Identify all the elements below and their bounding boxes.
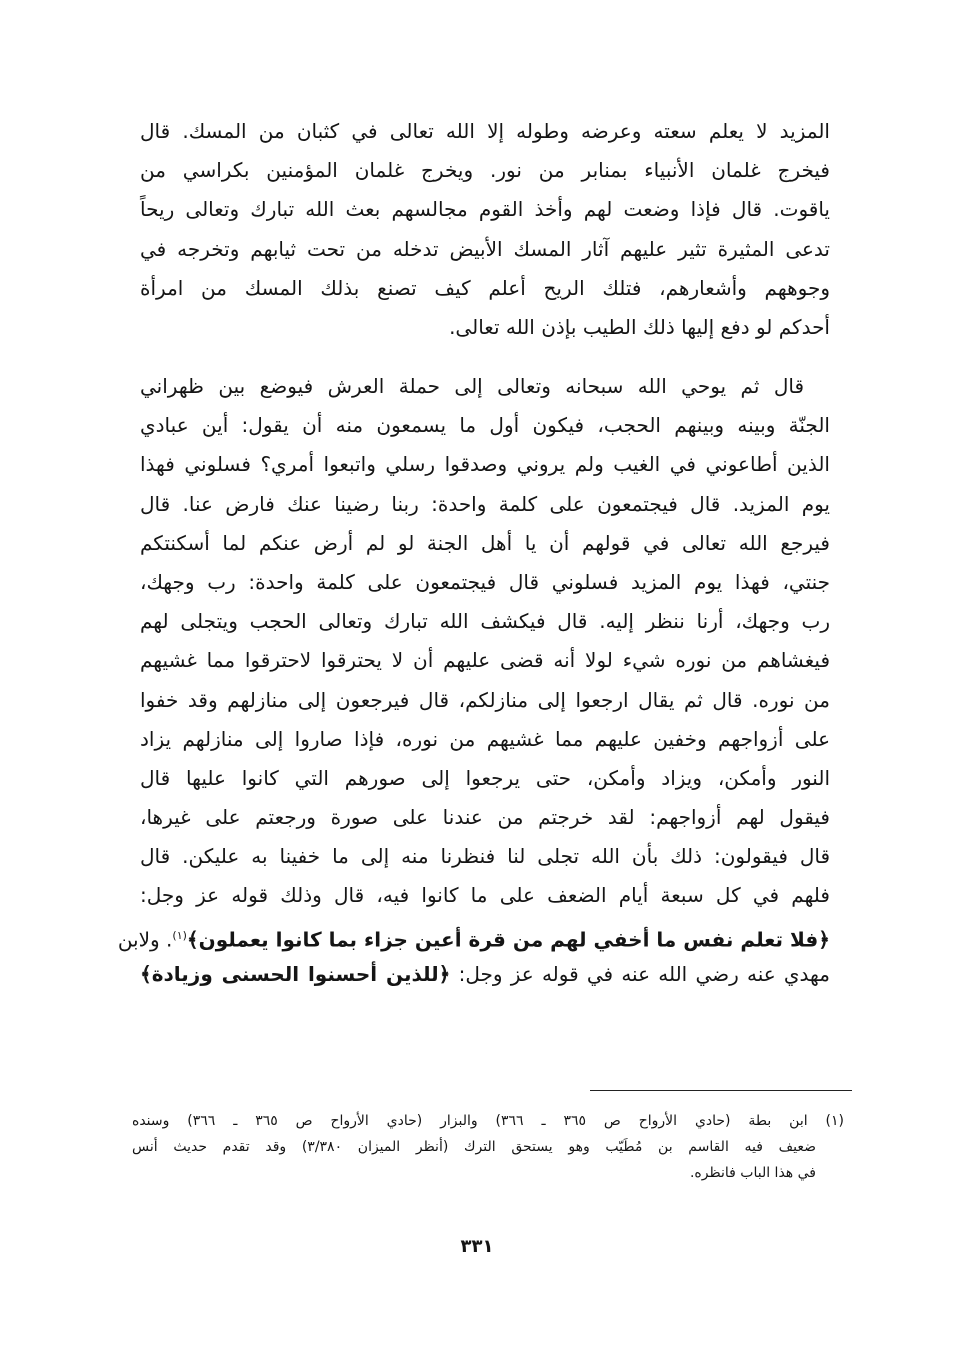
text-line: فيرجع الله تعالى في قولهم أن يا أهل الجنة لو لم أرض عنكم لما أسكنتكم xyxy=(140,530,830,555)
paragraph-1 xyxy=(140,112,830,347)
footnote-line: (١) ابن بطة (حادي الأرواح ص ٣٦٥ ـ ٣٦٦) والبزار (حادي الأرواح ص ٣٦٥ ـ ٣٦٦) وسنده xyxy=(132,1113,844,1129)
text-line: يوم المزيد. قال فيجتمعون على كلمة واحدة: ربنا رضينا عنك فارض عنا. قال xyxy=(140,491,830,516)
text-line: وجوههم وأشعارهم، فتلك الريح أعلم كيف تصنع بذلك المسك من امرأة xyxy=(140,275,830,300)
text-line: من نوره. قال ثم يقال ارجعوا إلى منازلكم، قال فيرجعون إلى منازلهم وقد خفوا xyxy=(140,687,830,712)
footnote-line: في هذا الباب فانظره. xyxy=(689,1165,816,1181)
text-line: على أزواجهم وخفين عليهم مما غشيهم من نوره، فإذا صاروا إلى منازلهم يزاد xyxy=(140,726,830,751)
text-line: ياقوت. قال فإذا وضعت لهم وأخذ القوم مجالسهم بعث الله تبارك وتعالى ريحاً xyxy=(140,197,830,222)
quran-verse: ﴿فلا تعلم نفس ما أخفي لهم من قرة أعين جزاء بما كانوا يعملون﴾ xyxy=(186,927,830,952)
verse-line xyxy=(117,916,830,955)
footnote-line: ضعيف فيه القاسم بن مُطَيّب وهو يستحق الترك (أنظر الميزان ٣/٣٨٠) وقد تقدم حديث أنس xyxy=(132,1139,816,1155)
last-text-line xyxy=(140,955,830,994)
text-line: فلهم في كل سبعة أيام الضعف على ما كانوا فيه، قال وذلك قوله عز وجل: xyxy=(140,883,830,908)
text-line: تدعى المثيرة تثير عليهم آثار المسك الأبيض تدخله من تحت ثيابهم وتخرجه في xyxy=(140,236,830,261)
text-line: الجنّة وبينه وبينهم الحجب، فيكون أول ما يسمعون منه أن يقول: أين عبادي xyxy=(140,413,830,438)
text-line: جنتي، فهذا يوم المزيد فسلوني قال فيجتمعون على كلمة واحدة: رب وجهك، xyxy=(140,569,830,594)
text-line: فيغشاهم من نوره شيء لولا أنه قضى عليهم أن لا يحترقوا لاحترقوا مما غشيهم xyxy=(140,648,830,673)
page-number: ٣٣١ xyxy=(460,1236,494,1257)
footnote xyxy=(132,1108,844,1186)
footnote-separator xyxy=(590,1090,852,1091)
last-line-text: مهدي عنه رضي الله عنه في قوله عز وجل: xyxy=(450,961,830,986)
text-line: قال ثم يوحي الله سبحانه وتعالى إلى حملة العرش فيوضع بين ظهراني xyxy=(140,374,804,398)
text-line: الذين أطاعوني في الغيب ولم يروني وصدقوا رسلي واتبعوا أمري؟ فسلوني فهذا xyxy=(140,452,830,477)
footnote-marker: (١) xyxy=(172,928,187,942)
quran-verse: ﴿للذين أحسنوا الحسنى وزيادة﴾ xyxy=(140,961,451,986)
paragraph-2 xyxy=(117,367,830,994)
text-line: قال فيقولون: ذلك بأن الله تجلى لنا فنظرنا منه إلى ما خفينا به عليكن. قال xyxy=(140,844,830,869)
text-line: المزيد لا يعلم سعته وعرضه وطوله إلا الله تعالى في كثبان من المسك. قال xyxy=(140,119,830,143)
text-line: رب وجهك، أرنا ننظر إليه. قال فيكشف الله تبارك وتعالى الحجب ويتجلى لهم xyxy=(140,609,830,634)
text-line: فيخرج غلمان الأنبياء بمنابر من نور. ويخرج غلمان المؤمنين بكراسي من xyxy=(140,158,830,183)
text-line: أحدكم لو دفع إليها ذلك الطيب بإذن الله تعالى. xyxy=(449,314,830,339)
text-line: فيقول لهم أزواجهم: لقد خرجتم من عندنا على صورة ورجعتم على غيرها، xyxy=(140,805,830,830)
text-line: النور وأمكن، ويزاد وأمكن، حتى يرجعوا إلى صورهم التي كانوا عليها قال xyxy=(140,765,830,790)
verse-line-tail: . ولابن xyxy=(117,927,173,952)
